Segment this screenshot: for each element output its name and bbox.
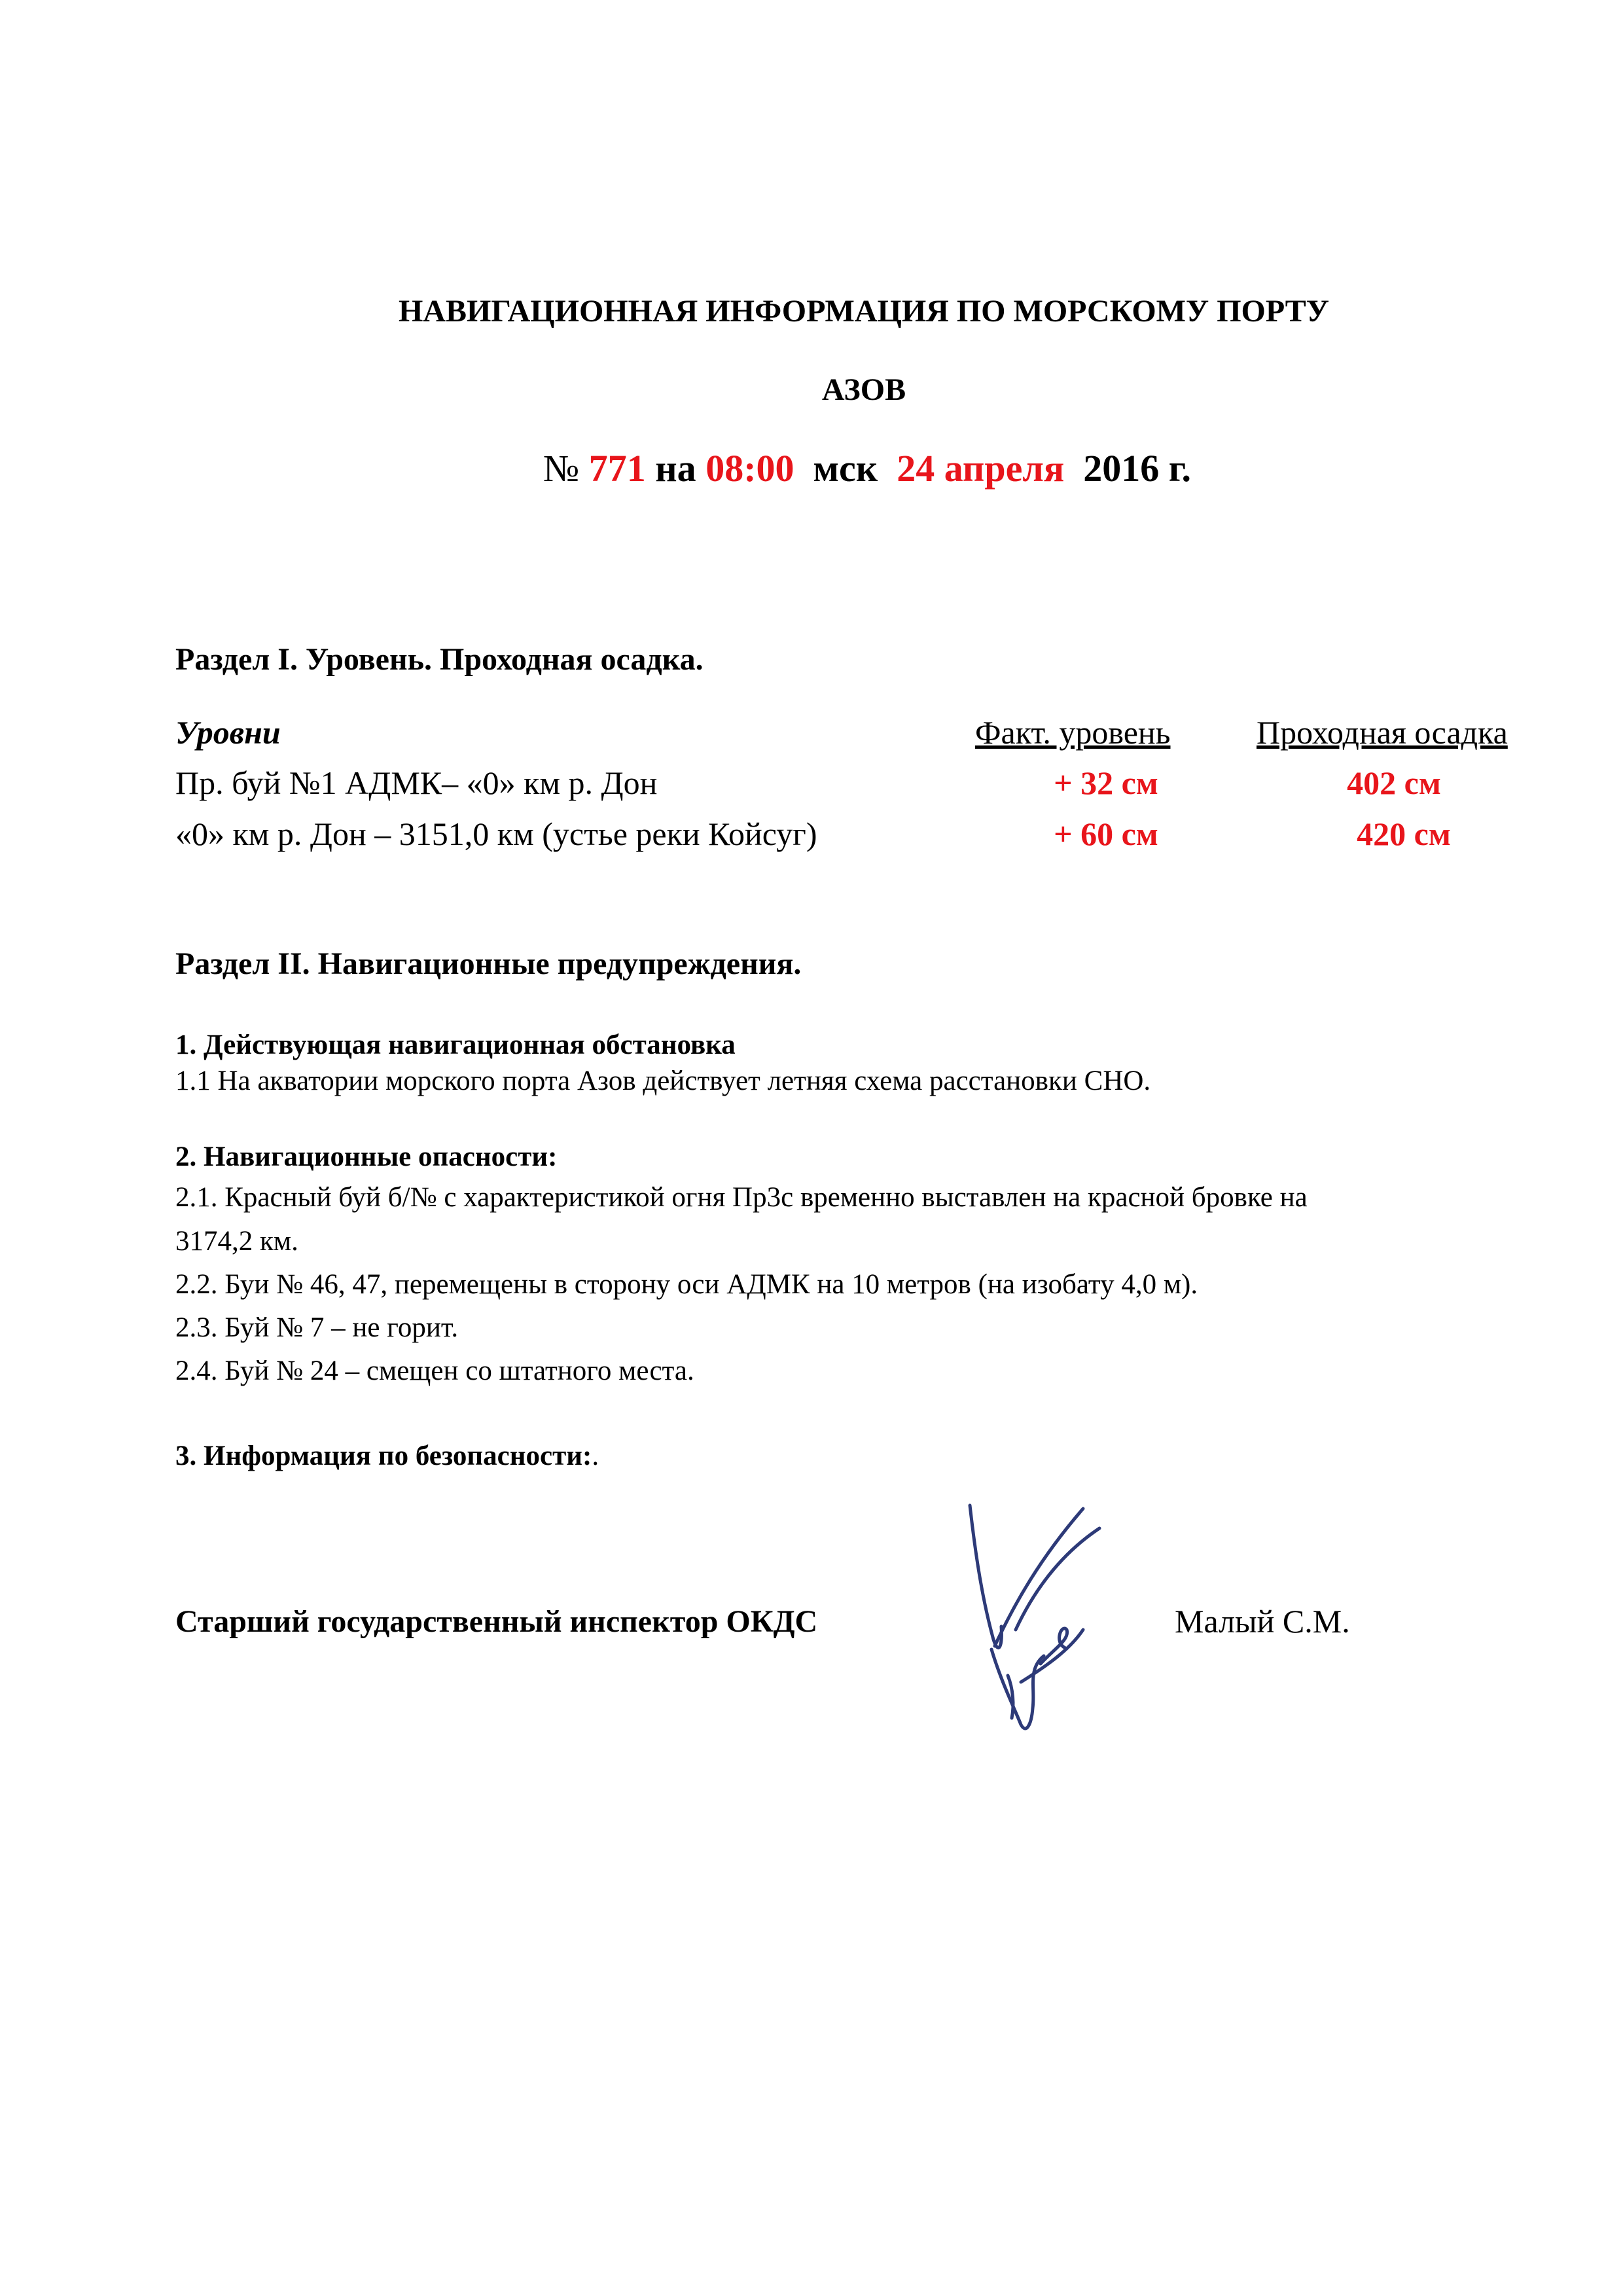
section1-title: Раздел I. Уровень. Проходная осадка. [175,642,704,677]
sub3-line [175,1440,599,1472]
sub2-heading: 2. Навигационные опасности: [175,1141,558,1172]
section2-title: Раздел II. Навигационные предупреждения. [175,946,802,981]
sub3-heading: 3. Информация по безопасности: [175,1441,592,1471]
bulletin-number: 771 [588,447,646,490]
sub2-item-1: 2.1. Красный буй б/№ с характеристикой огня Пр3с временно выставлен на красной бровке на [175,1182,1308,1213]
levels-column-header: Уровни [175,714,281,751]
level-row-1-name: Пр. буй №1 АДМК– «0» км р. Дон [175,764,658,801]
document-title-line1: НАВИГАЦИОННАЯ ИНФОРМАЦИЯ ПО МОРСКОМУ ПОРТУ [398,294,1330,329]
level-row-1-draft: 402 см [1347,764,1441,801]
level-row-2-name: «0» км р. Дон – 3151,0 км (устье реки Койсуг) [175,816,817,852]
sub1-heading: 1. Действующая навигационная обстановка [175,1030,736,1060]
draft-column-header: Проходная осадка [1257,714,1508,751]
sub2-item-4: 2.4. Буй № 24 – смещен со штатного места. [175,1355,694,1386]
level-row-1-fact: + 32 см [1054,764,1158,801]
bulletin-date: 24 апреля [897,447,1065,490]
timezone: мск [813,447,878,490]
fact-level-column-header: Факт. уровень [975,714,1171,751]
sub3-tail: . [592,1441,599,1471]
sub2-item-3: 2.3. Буй № 7 – не горит. [175,1312,459,1343]
sub1-item-1: 1.1 На акватории морского порта Азов действует летняя схема расстановки СНО. [175,1066,1151,1096]
number-sign: № [543,447,580,490]
bulletin-number-line [0,446,1623,490]
signatory-name: Малый С.М. [1175,1603,1350,1640]
sub2-item-2: 2.2. Буи № 46, 47, перемещены в сторону оси АДМК на 10 метров (на изобату 4,0 м). [175,1269,1198,1300]
na-word: на [655,447,696,490]
level-row-2-fact: + 60 см [1054,816,1158,852]
document-title-line2: АЗОВ [821,372,906,407]
signatory-position: Старший государственный инспектор ОКДС [175,1604,818,1639]
handwritten-signature [955,1492,1152,1741]
sub2-item-1-cont: 3174,2 км. [175,1226,298,1257]
bulletin-time: 08:00 [705,447,794,490]
level-row-2-draft: 420 см [1357,816,1451,852]
bulletin-year: 2016 г. [1083,447,1192,490]
